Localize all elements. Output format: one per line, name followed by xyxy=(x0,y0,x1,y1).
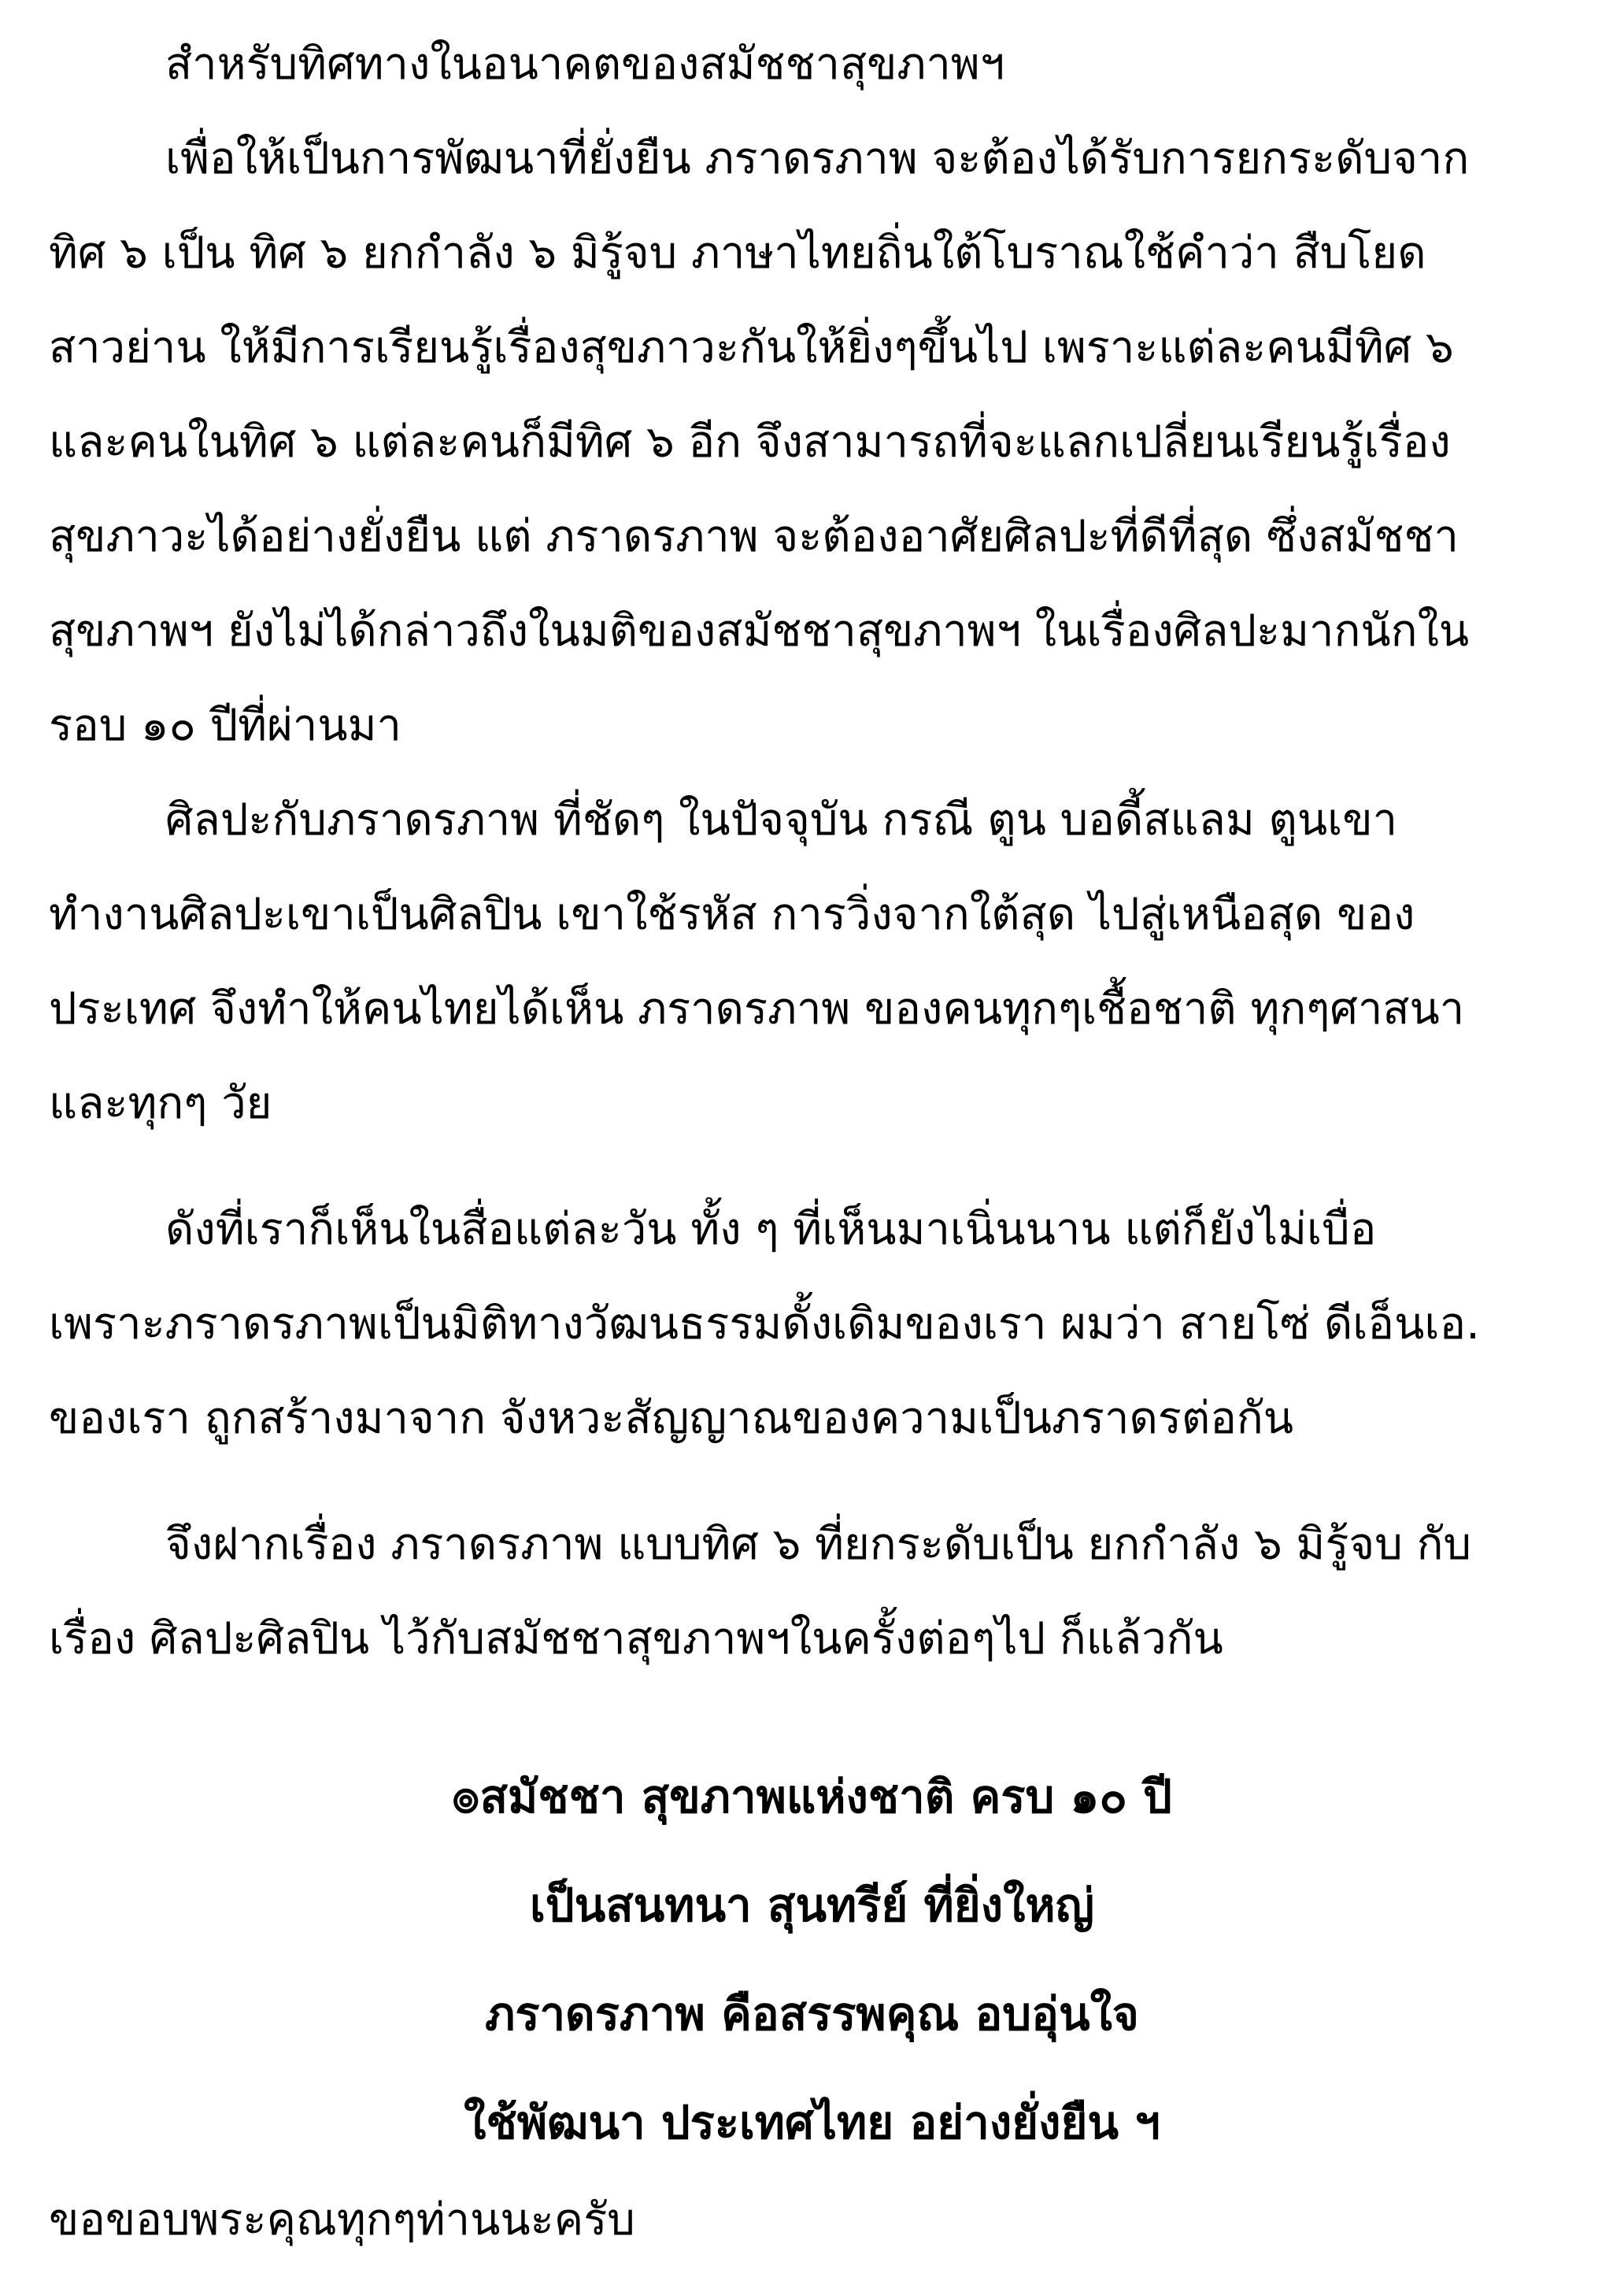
closing-line xyxy=(49,2173,1576,2267)
text-line: ทำงานศิลปะเขาเป็นศิลปิน เขาใช้รหัส การวิ่งจากใต้สุด ไปสู่เหนือสุด ของ xyxy=(49,889,1415,940)
text-line: สาวย่าน ให้มีการเรียนรู้เรื่องสุขภาวะกันให้ยิ่งๆขึ้นไป เพราะแต่ละคนมีทิศ ๖ xyxy=(49,322,1454,373)
text-line: จึงฝากเรื่อง ภราดรภาพ แบบทิศ ๖ ที่ยกระดับเป็น ยกกำลัง ๖ มิรู้จบ กับ xyxy=(165,1519,1472,1570)
text-line: สำหรับทิศทางในอนาคตของสมัชชาสุขภาพฯ xyxy=(165,39,1005,90)
paragraph-2 xyxy=(49,112,1576,773)
poem-line-3: ภราดรภาพ คือสรรพคุณ อบอุ่นใจ xyxy=(485,1987,1139,2041)
text-line: เรื่อง ศิลปะศิลปิน ไว้กับสมัชชาสุขภาพฯในครั้งต่อๆไป ก็แล้วกัน xyxy=(49,1613,1223,1664)
text-line: และทุกๆ วัย xyxy=(49,1078,272,1129)
text-line: ดังที่เราก็เห็นในสื่อแต่ละวัน ทั้ง ๆ ที่เห็นมาเนิ่นนาน แต่ก็ยังไม่เบื่อ xyxy=(165,1204,1377,1255)
paragraph-4 xyxy=(49,1183,1576,1466)
text-line: สุขภาพฯ ยังไม่ได้กล่าวถึงในมติของสมัชชาสุขภาพฯ ในเรื่องศิลปะมากนักใน xyxy=(49,605,1470,657)
poem-line-4: ใช้พัฒนา ประเทศไทย อย่างยั่งยืน ฯ xyxy=(464,2096,1160,2149)
text-line: เพื่อให้เป็นการพัฒนาที่ยั่งยืน ภราดรภาพ จะต้องได้รับการยกระดับจาก xyxy=(165,133,1470,184)
text-line: ของเรา ถูกสร้างมาจาก จังหวะสัญญาณของความเป็นภราดรต่อกัน xyxy=(49,1393,1294,1444)
text-line: ประเทศ จึงทำให้คนไทยได้เห็น ภราดรภาพ ของคนทุกๆเชื้อชาติ ทุกๆศาสนา xyxy=(49,983,1465,1035)
poem-line-2: เป็นสนทนา สุนทรีย์ ที่ยิ่งใหญ่ xyxy=(529,1879,1095,1932)
paragraph-5 xyxy=(49,1497,1576,1686)
text-line: ทิศ ๖ เป็น ทิศ ๖ ยกกำลัง ๖ มิรู้จบ ภาษาไทยถิ่นใต้โบราณใช้คำว่า สืบโยด xyxy=(49,228,1426,279)
text-line: รอบ ๑๐ ปีที่ผ่านมา xyxy=(49,700,401,751)
text-line: สุขภาวะได้อย่างยั่งยืน แต่ ภราดรภาพ จะต้องอาศัยศิลปะที่ดีที่สุด ซึ่งสมัชชา xyxy=(49,511,1459,562)
text-line: ศิลปะกับภราดรภาพ ที่ชัดๆ ในปัจจุบัน กรณี ตูน บอดี้สแลม ตูนเขา xyxy=(165,794,1398,846)
text-line: ขอขอบพระคุณทุกๆท่านนะครับ xyxy=(49,2194,635,2245)
paragraph-3 xyxy=(49,773,1576,1151)
text-line: เพราะภราดรภาพเป็นมิติทางวัฒนธรรมดั้งเดิมของเรา ผมว่า สายโซ่ ดีเอ็นเอ. xyxy=(49,1298,1480,1349)
text-line: และคนในทิศ ๖ แต่ละคนก็มีทิศ ๖ อีก จึงสามารถที่จะแลกเปลี่ยนเรียนรู้เรื่อง xyxy=(49,416,1451,468)
poem-line-1: ๏สมัชชา สุขภาพแห่งชาติ ครบ ๑๐ ปี xyxy=(452,1770,1172,1823)
paragraph-1 xyxy=(49,17,1576,112)
